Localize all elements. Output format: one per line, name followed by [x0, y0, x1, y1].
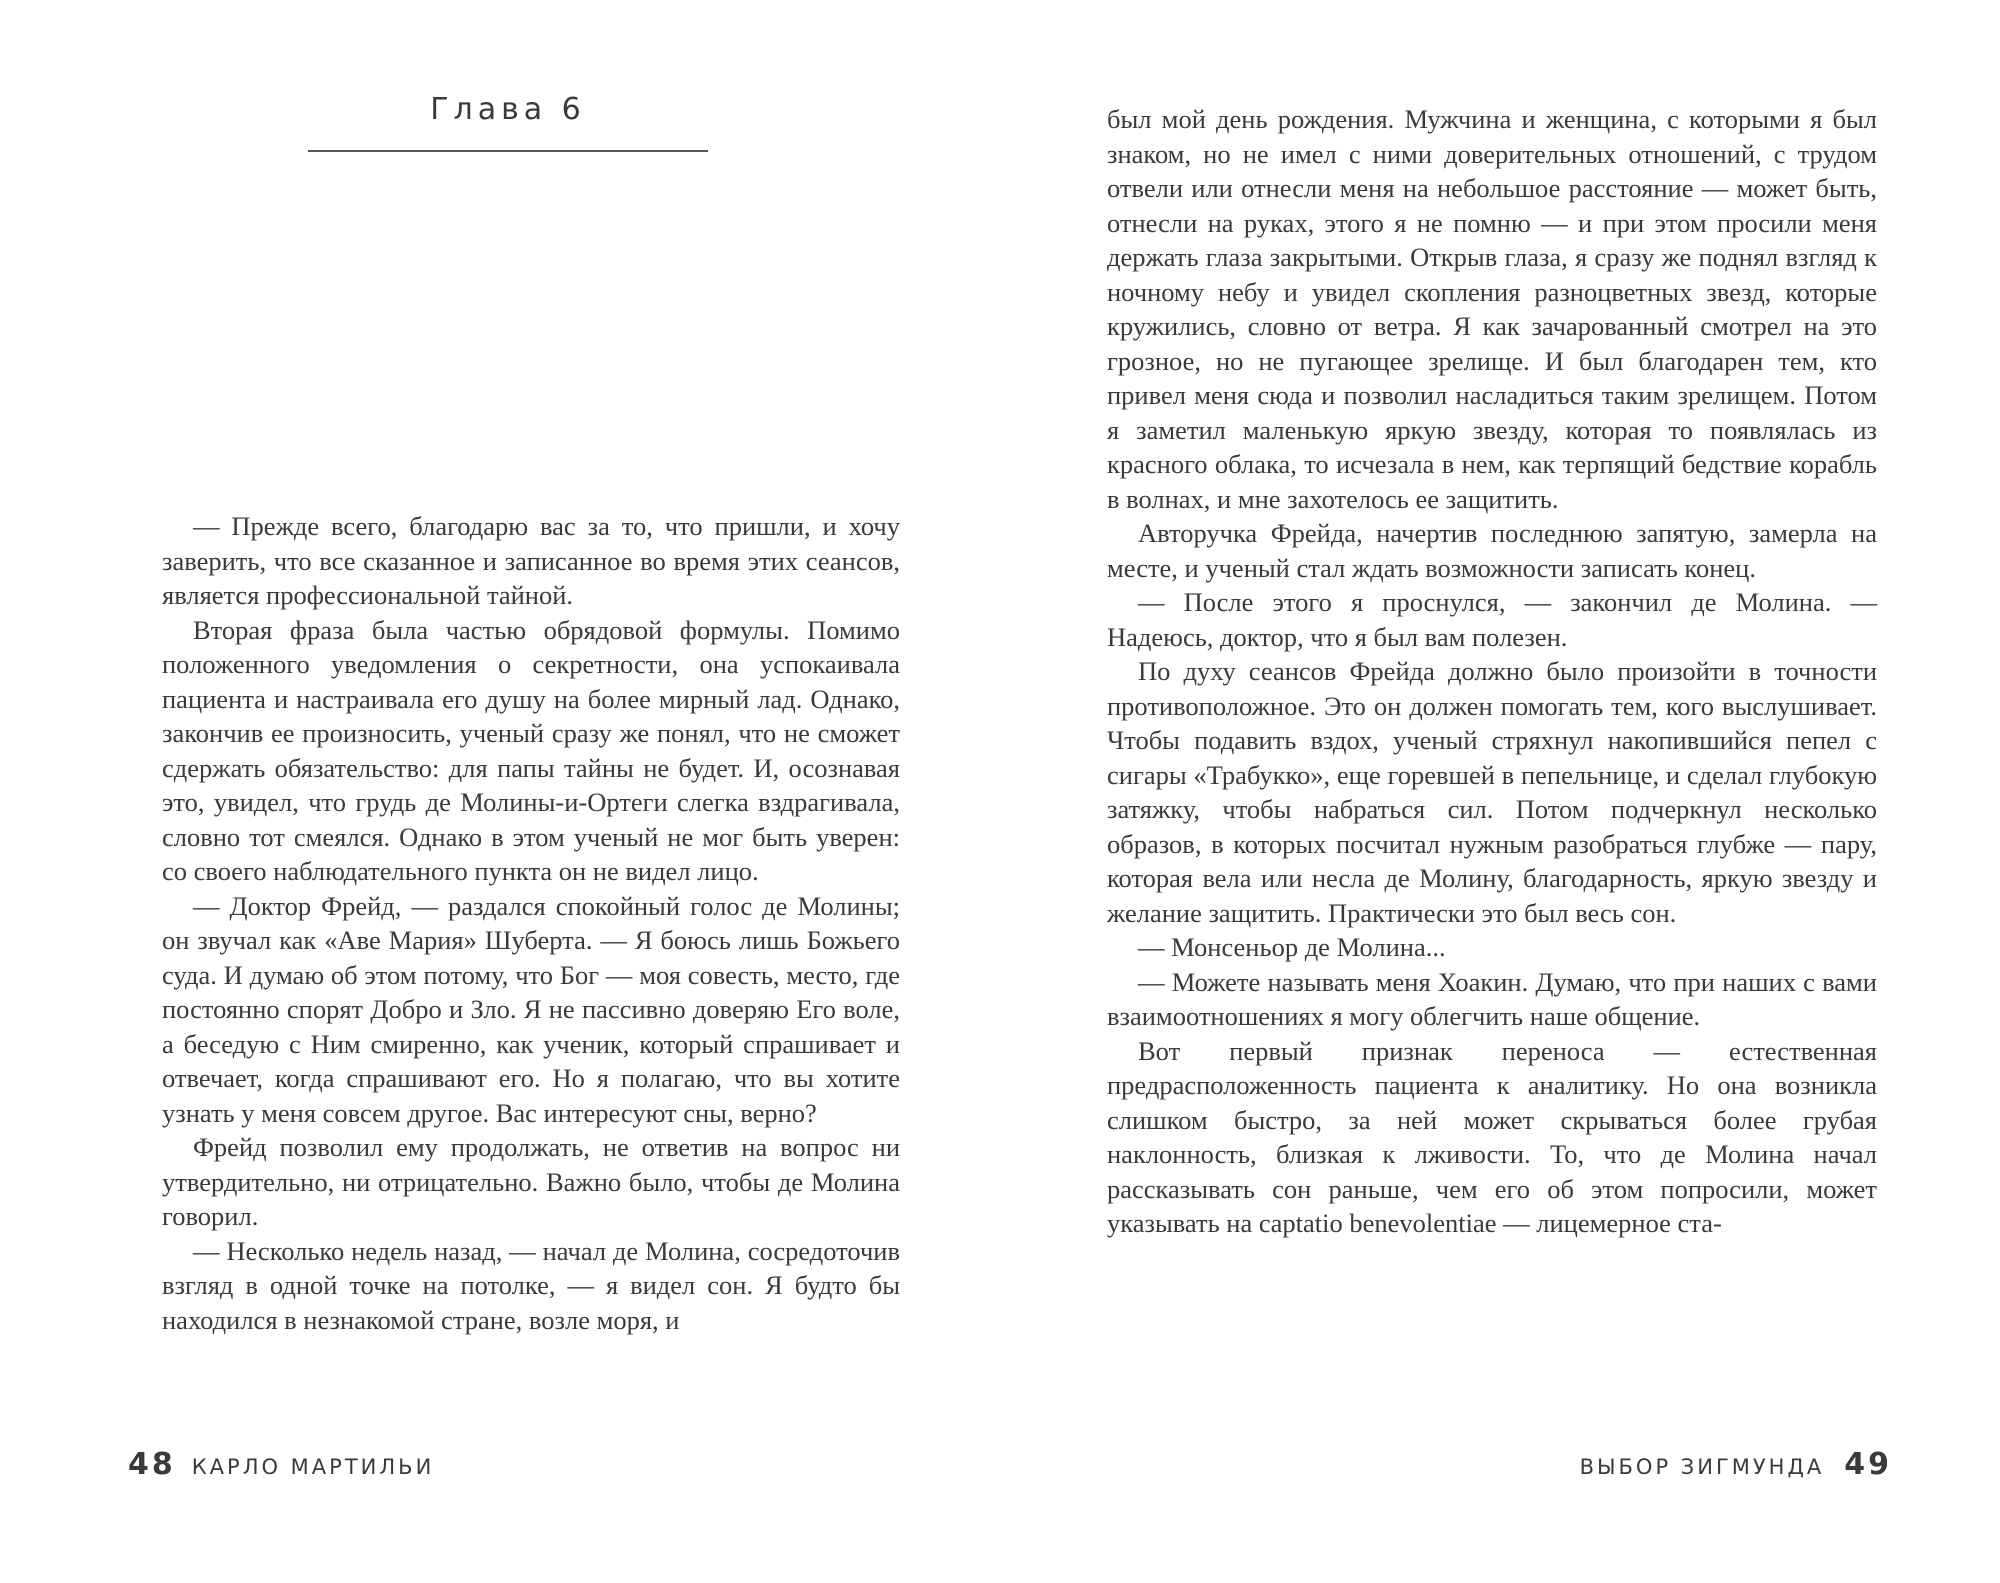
- paragraph: Вторая фраза была частью обрядовой формулы. Помимо положенного уведомления о секретности, она успокаивала пациента и настраивала его душу на более мирный лад. Однако, закончив ее произносить, ученый сразу же понял, что не сможет сдержать обязательство: для папы тайны не будет. И, осознавая это, увидел, что грудь де Молины-и-Ортеги слегка вздрагивала, словно тот смеялся. Однако в этом ученый не мог быть уверен: со своего наблюдательного пункта он не видел лицо.: [162, 614, 900, 886]
- running-head-author: КАРЛО МАРТИЛЬИ: [191, 1455, 435, 1479]
- paragraph: — После этого я проснулся, — закончил де Молина. — Надеюсь, доктор, что я был вам полезен.: [1107, 587, 1877, 652]
- left-page-body: [162, 509, 900, 1337]
- right-page: [1000, 0, 2000, 1583]
- running-head-title: ВЫБОР ЗИГМУНДА: [1579, 1455, 1825, 1479]
- paragraph: — Можете называть меня Хоакин. Думаю, что при наших с вами взаимоотношениях я могу облегчить наше общение.: [1107, 966, 1877, 1031]
- paragraph: Фрейд позволил ему продолжать, не ответив на вопрос ни утвердительно, ни отрицательно. Важно было, чтобы де Молина говорил.: [162, 1132, 900, 1231]
- paragraph: По духу сеансов Фрейда должно было произойти в точности противоположное. Это он должен помогать тем, кого выслушивает. Чтобы подавить вздох, ученый стряхнул накопившийся пепел с сигары «Трабукко», еще горевшей в пепельнице, и сделал глубокую затяжку, чтобы набраться сил. Потом подчеркнул несколько образов, в которых посчитал нужным разобраться глубже — пару, которая вела или несла де Молину, благодарность, яркую звезду и желание защитить. Практически это был весь сон.: [1107, 656, 1877, 928]
- left-page-footer: [128, 1447, 434, 1482]
- right-page-footer: [1580, 1447, 1892, 1482]
- paragraph: — Доктор Фрейд, — раздался спокойный голос де Молины; он звучал как «Аве Мария» Шуберта. — Я боюсь лишь Божьего суда. И думаю об этом потому, что Бог — моя совесть, место, где постоянно спорят Добро и Зло. Я не пассивно доверяю Его воле, а беседую с Ним смиренно, как ученик, который спрашивает и отвечает, когда спрашивают его. Но я полагаю, что вы хотите узнать у меня совсем другое. Вас интересуют сны, верно?: [162, 890, 900, 1128]
- paragraph: Вот первый признак переноса — естественная предрасположенность пациента к аналитику. Но она возникла слишком быстро, за ней может скрываться более грубая наклонность, близкая к лживости. То, что де Молина начал рассказывать сон раньше, чем его об этом попросили, может указывать на captatio benevolentiae — лицемерное ста-: [1107, 1035, 1877, 1238]
- page-number: 48: [128, 1447, 176, 1482]
- paragraph: — Монсеньор де Молина...: [1138, 932, 1446, 962]
- paragraph-continued: был мой день рождения. Мужчина и женщина, с которыми я был знаком, но не имел с ними доверительных отношений, с трудом отвели или отнесли меня на небольшое расстояние — может быть, отнесли на руках, этого я не помню — и при этом просили меня держать глаза закрытыми. Открыв глаза, я сразу же поднял взгляд к ночному небу и увидел скопления разноцветных звезд, которые кружились, словно от ветра. Я как зачарованный смотрел на это грозное, но не пугающее зрелище. И был благодарен тем, кто привел меня сюда и позволил насладиться таким зрелищем. Потом я заметил маленькую яркую звезду, которая то появлялась из красного облака, то исчезала в нем, как терпящий бедствие корабль в волнах, и мне захотелось ее защитить.: [1107, 104, 1877, 514]
- right-page-body: [1107, 102, 1877, 1241]
- paragraph: Авторучка Фрейда, начертив последнюю запятую, замерла на месте, и ученый стал ждать возможности записать конец.: [1107, 518, 1877, 583]
- chapter-title: Глава 6: [430, 92, 586, 127]
- page-number: 49: [1844, 1447, 1892, 1482]
- paragraph: — Несколько недель назад, — начал де Молина, сосредоточив взгляд в одной точке на потолке, — я видел сон. Я будто бы находился в незнакомой стране, возле моря, и: [162, 1235, 900, 1335]
- chapter-title-rule: [308, 150, 708, 152]
- paragraph: — Прежде всего, благодарю вас за то, что пришли, и хочу заверить, что все сказанное и записанное во время этих сеансов, является профессиональной тайной.: [162, 511, 900, 610]
